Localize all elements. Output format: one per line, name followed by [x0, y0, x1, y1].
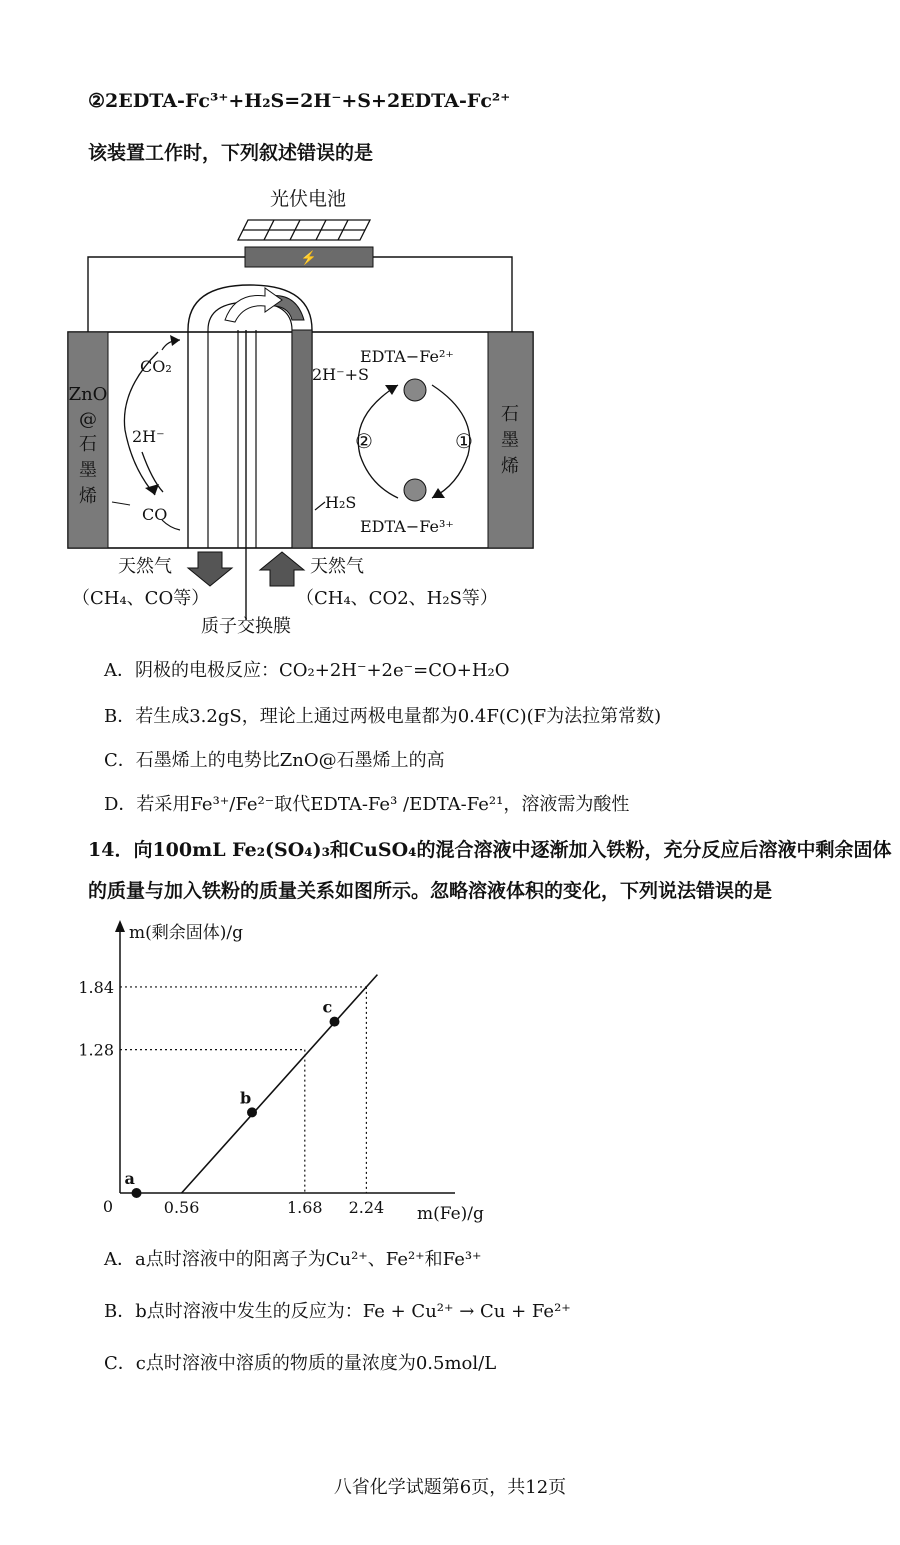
- membrane-label: 质子交换膜: [201, 616, 291, 637]
- question-13-stem: 该装置工作时，下列叙述错误的是: [88, 142, 374, 164]
- x-tick-1: 1.68: [286, 1198, 323, 1217]
- svg-text:ZnO: ZnO: [68, 384, 108, 405]
- gas-in-arrow: [260, 552, 304, 586]
- svg-text:墨: 墨: [501, 430, 519, 451]
- point-c: [330, 1017, 340, 1027]
- y-axis-label: m(剩余固体)/g: [129, 923, 243, 943]
- q14-stem-line2: 的质量与加入铁粉的质量关系如图所示。忽略溶液体积的变化，下列说法错误的是: [88, 880, 773, 902]
- y-axis-arrow: [115, 920, 125, 932]
- origin-label: 0: [102, 1197, 114, 1216]
- gas-in-label: 天然气: [310, 556, 364, 577]
- edta-fe3: EDTA−Fe³⁺: [360, 517, 454, 536]
- gas-out-label: 天然气: [118, 556, 172, 577]
- gas-out-detail: （CH₄、CO等）: [72, 588, 210, 609]
- series-line: [182, 975, 378, 1193]
- gas-in-detail: （CH₄、CO2、H₂S等）: [296, 588, 498, 609]
- y-tick-0: 1.28: [78, 1040, 114, 1060]
- q13-option-a: A．阴极的电极反应：CO₂+2H⁻+2e⁻=CO+H₂O: [104, 660, 510, 681]
- electrochemical-cell-diagram: [60, 180, 550, 640]
- mass-chart: [78, 910, 515, 1230]
- x-tick-2: 2.24: [348, 1198, 385, 1217]
- cycle-1: ①: [455, 429, 473, 453]
- right-2h-s: 2H⁻+S: [312, 365, 369, 384]
- q13-option-d: D．若采用Fe³⁺/Fe²⁻取代EDTA-Fe³ /EDTA-Fe²¹，溶液需为酸性: [104, 794, 630, 815]
- point-label-a: a: [124, 1169, 135, 1188]
- point-label-b: b: [240, 1088, 252, 1108]
- pv-panel: [238, 220, 370, 240]
- x-tick-0: 0.56: [163, 1198, 200, 1217]
- svg-text:@: @: [79, 409, 97, 430]
- x-axis-label: m(Fe)/g: [417, 1204, 484, 1224]
- page-footer: 八省化学试题第6页，共12页: [333, 1477, 567, 1498]
- svg-text:⚡: ⚡: [300, 251, 318, 266]
- svg-text:石: 石: [501, 404, 519, 425]
- point-b: [247, 1107, 257, 1117]
- svg-text:烯: 烯: [501, 456, 519, 477]
- q13-option-b: B．若生成3.2gS，理论上通过两极电量都为0.4F(C)(F为法拉第常数): [104, 706, 662, 727]
- left-2h: 2H⁻: [132, 427, 165, 446]
- point-a: [132, 1188, 142, 1198]
- reaction-2-equation: ②2EDTA-Fc³⁺+H₂S=2H⁻+S+2EDTA-Fc²⁺: [88, 90, 511, 112]
- gas-out-arrow: [188, 552, 232, 586]
- right-h2s: H₂S: [325, 493, 357, 512]
- svg-text:墨: 墨: [79, 460, 97, 481]
- wire-right: [373, 257, 512, 332]
- wire-left: [88, 257, 245, 332]
- left-co: CO: [142, 505, 168, 524]
- left-co2: CO₂: [140, 357, 172, 376]
- q14-option-a: A．a点时溶液中的阳离子为Cu²⁺、Fe²⁺和Fe³⁺: [104, 1249, 482, 1270]
- point-label-c: c: [322, 997, 333, 1017]
- svg-text:石: 石: [79, 434, 97, 455]
- q13-option-c: C．石墨烯上的电势比ZnO@石墨烯上的高: [104, 750, 445, 771]
- svg-text:烯: 烯: [79, 486, 97, 507]
- q14-stem-line1: 14．向100mL Fe₂(SO₄)₃和CuSO₄的混合溶液中逐渐加入铁粉，充分反应后溶液中剩余固体: [88, 839, 892, 861]
- edta-fe2: EDTA−Fe²⁺: [360, 347, 454, 366]
- q14-option-c: C．c点时溶液中溶质的物质的量浓度为0.5mol/L: [104, 1353, 497, 1374]
- q14-option-b: B．b点时溶液中发生的反应为：Fe + Cu²⁺ → Cu + Fe²⁺: [104, 1301, 571, 1322]
- y-tick-1: 1.84: [78, 977, 114, 997]
- pv-label: 光伏电池: [269, 188, 347, 210]
- cycle-2: ②: [355, 429, 373, 453]
